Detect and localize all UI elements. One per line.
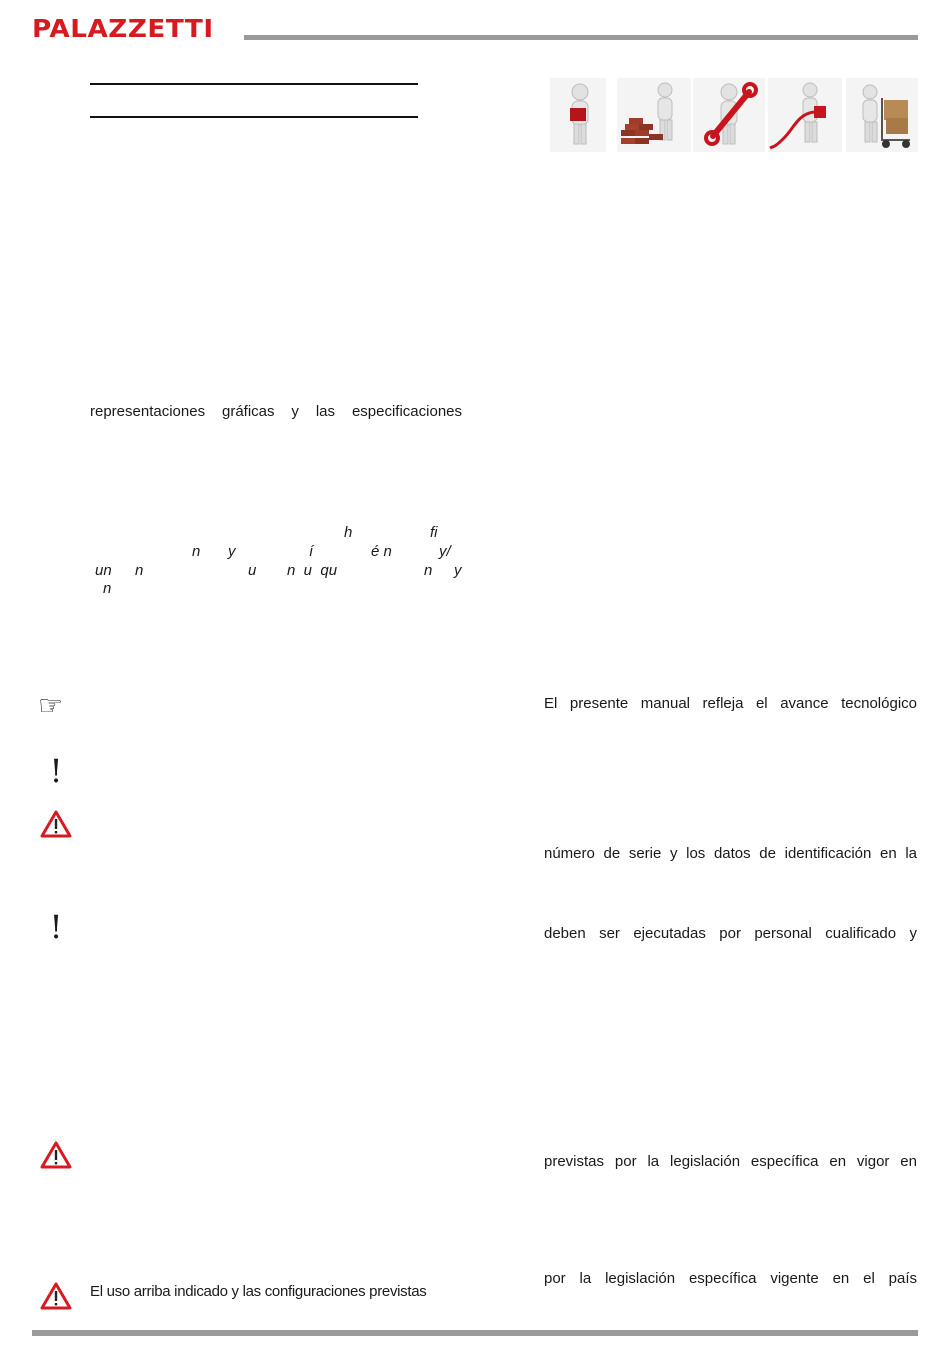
use-config-line: El uso arriba indicado y las configuraciones previstas (90, 1283, 427, 1300)
text-fragment: n (424, 562, 433, 579)
pointing-hand-icon: ☞ (38, 689, 64, 722)
warning-triangle-icon (40, 1141, 72, 1169)
header-rule (244, 35, 918, 40)
text-fragment: y (454, 562, 462, 579)
qualified-personnel-line: deben ser ejecutadas por personal cualificado y (544, 925, 917, 942)
text-fragment: n (103, 580, 112, 597)
title-rule-top (90, 83, 418, 85)
text-fragment: u (248, 562, 257, 579)
warning-triangle-icon (40, 810, 72, 838)
text-fragment: y (228, 543, 236, 560)
text-fragment: un (95, 562, 112, 579)
figure-with-plug-cable-icon (768, 78, 842, 152)
warning-triangle-icon (40, 1282, 72, 1310)
country-legislation-line: por la legislación específica vigente en el país (544, 1270, 917, 1287)
text-fragment: fi (430, 524, 438, 541)
graphics-specs-line: representaciones gráficas y las especificaciones (90, 403, 462, 420)
title-rule-bottom (90, 116, 418, 118)
text-fragment: n (135, 562, 144, 579)
text-fragment: h (344, 524, 353, 541)
exclamation-icon: ! (49, 752, 63, 790)
text-fragment: í (309, 543, 314, 560)
text-fragment: n (192, 543, 201, 560)
figure-with-wrench-icon (693, 78, 765, 152)
text-fragment: n u qu (287, 562, 338, 579)
text-fragment: é n (371, 543, 392, 560)
brand-logo: PALAZZETTI (32, 14, 214, 43)
footer-rule (32, 1330, 918, 1336)
text-fragment: y/ (439, 543, 451, 560)
legislation-line: previstas por la legislación específica en vigor en (544, 1153, 917, 1170)
figure-with-bricks-icon (617, 78, 691, 152)
manual-tech-line: El presente manual refleja el avance tecnológico (544, 695, 917, 712)
exclamation-icon: ! (49, 908, 63, 946)
serial-number-line: número de serie y los datos de identificación en la (544, 845, 917, 862)
figure-reading-manual-icon (550, 78, 606, 152)
figure-with-handcart-icon (846, 78, 918, 152)
